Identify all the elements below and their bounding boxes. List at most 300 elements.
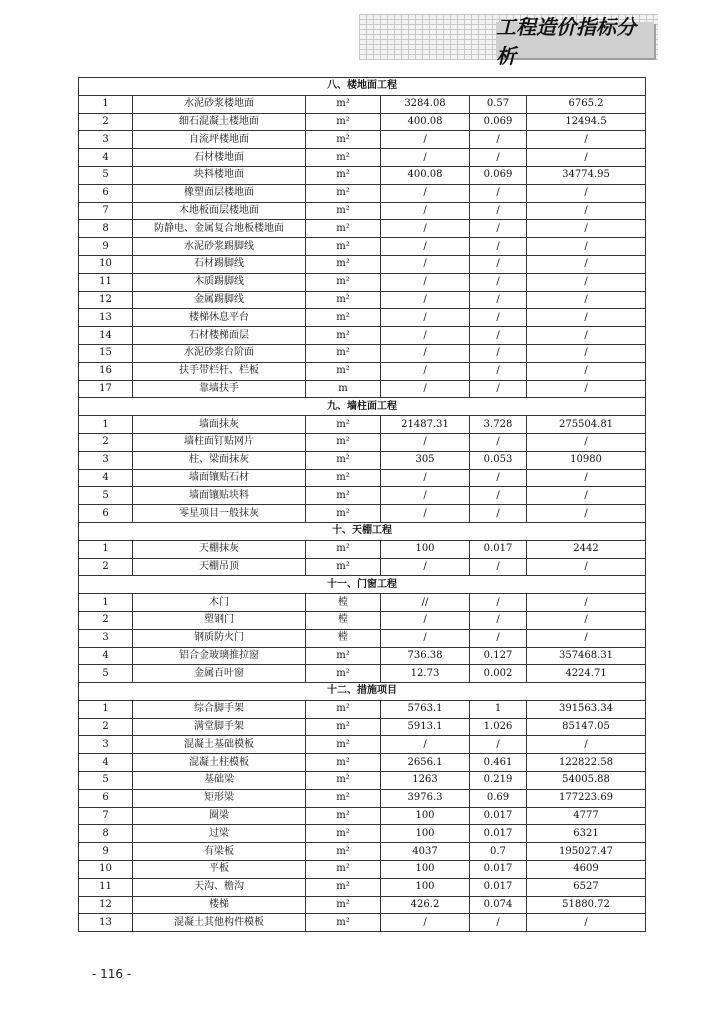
quantity-cell: /: [381, 611, 470, 629]
quantity-cell: /: [381, 255, 470, 273]
table-row: [79, 291, 646, 309]
amount-cell: /: [527, 594, 646, 612]
row-index-cell: 12: [79, 291, 133, 309]
row-index-cell: 6: [79, 789, 133, 807]
amount-cell: /: [527, 505, 646, 523]
unit-cell: 樘: [306, 629, 381, 647]
table-row: [79, 469, 646, 487]
amount-cell: 195027.47: [527, 843, 646, 861]
item-name-cell: 混凝土柱模板: [133, 754, 306, 772]
amount-cell: /: [527, 611, 646, 629]
row-index-cell: 7: [79, 807, 133, 825]
unit-cell: m²: [306, 149, 381, 167]
row-index-cell: 10: [79, 255, 133, 273]
quantity-cell: /: [381, 291, 470, 309]
section-header-row: [79, 576, 646, 594]
amount-cell: /: [527, 487, 646, 505]
amount-cell: /: [527, 291, 646, 309]
quantity-cell: /: [381, 558, 470, 576]
section-title: 十一、门窗工程: [79, 576, 646, 594]
unit-cell: m²: [306, 789, 381, 807]
quantity-cell: 100: [381, 861, 470, 879]
unit-cell: m²: [306, 807, 381, 825]
quantity-cell: 426.2: [381, 896, 470, 914]
quantity-cell: 100: [381, 825, 470, 843]
quantity-cell: /: [381, 202, 470, 220]
amount-cell: /: [527, 149, 646, 167]
amount-cell: 51880.72: [527, 896, 646, 914]
item-name-cell: 钢质防火门: [133, 629, 306, 647]
amount-cell: 6321: [527, 825, 646, 843]
amount-cell: 34774.95: [527, 166, 646, 184]
amount-cell: /: [527, 736, 646, 754]
amount-cell: 4224.71: [527, 665, 646, 683]
table-row: [79, 95, 646, 113]
unit-cell: m²: [306, 291, 381, 309]
table-row: [79, 202, 646, 220]
unit-cell: m²: [306, 878, 381, 896]
item-name-cell: 混凝土基础模板: [133, 736, 306, 754]
row-index-cell: 1: [79, 700, 133, 718]
quantity-cell: 1263: [381, 772, 470, 790]
row-index-cell: 8: [79, 220, 133, 238]
unit-cell: m²: [306, 362, 381, 380]
index-value-cell: /: [470, 611, 527, 629]
row-index-cell: 14: [79, 327, 133, 345]
quantity-cell: /: [381, 327, 470, 345]
row-index-cell: 4: [79, 647, 133, 665]
row-index-cell: 1: [79, 95, 133, 113]
unit-cell: m: [306, 380, 381, 398]
item-name-cell: 圈梁: [133, 807, 306, 825]
index-value-cell: /: [470, 594, 527, 612]
unit-cell: m²: [306, 647, 381, 665]
quantity-cell: 400.08: [381, 113, 470, 131]
row-index-cell: 6: [79, 184, 133, 202]
row-index-cell: 3: [79, 629, 133, 647]
item-name-cell: 水泥砂浆台阶面: [133, 344, 306, 362]
row-index-cell: 12: [79, 896, 133, 914]
amount-cell: /: [527, 184, 646, 202]
amount-cell: /: [527, 255, 646, 273]
row-index-cell: 4: [79, 149, 133, 167]
quantity-cell: /: [381, 131, 470, 149]
quantity-cell: 400.08: [381, 166, 470, 184]
index-value-cell: /: [470, 202, 527, 220]
index-value-cell: 0.017: [470, 861, 527, 879]
amount-cell: /: [527, 273, 646, 291]
row-index-cell: 2: [79, 433, 133, 451]
item-name-cell: 楼梯休息平台: [133, 309, 306, 327]
amount-cell: 391563.34: [527, 700, 646, 718]
row-index-cell: 2: [79, 113, 133, 131]
quantity-cell: /: [381, 469, 470, 487]
index-value-cell: /: [470, 238, 527, 256]
section-header-row: [79, 522, 646, 540]
row-index-cell: 16: [79, 362, 133, 380]
quantity-cell: 100: [381, 807, 470, 825]
row-index-cell: 13: [79, 309, 133, 327]
unit-cell: m²: [306, 736, 381, 754]
table-row: [79, 896, 646, 914]
table-row: [79, 914, 646, 932]
index-value-cell: 0.017: [470, 807, 527, 825]
index-value-cell: 3.728: [470, 416, 527, 434]
quantity-cell: /: [381, 309, 470, 327]
unit-cell: m²: [306, 825, 381, 843]
table-row: [79, 878, 646, 896]
item-name-cell: 靠墙扶手: [133, 380, 306, 398]
quantity-cell: /: [381, 736, 470, 754]
unit-cell: m²: [306, 202, 381, 220]
index-value-cell: 0.461: [470, 754, 527, 772]
quantity-cell: /: [381, 220, 470, 238]
page-header-title: 工程造价指标分析: [496, 22, 654, 58]
table-row: [79, 362, 646, 380]
unit-cell: m²: [306, 238, 381, 256]
quantity-cell: 736.38: [381, 647, 470, 665]
index-value-cell: 0.069: [470, 113, 527, 131]
amount-cell: 4609: [527, 861, 646, 879]
row-index-cell: 6: [79, 505, 133, 523]
index-value-cell: 0.002: [470, 665, 527, 683]
amount-cell: /: [527, 914, 646, 932]
unit-cell: m²: [306, 131, 381, 149]
index-value-cell: /: [470, 505, 527, 523]
quantity-cell: 21487.31: [381, 416, 470, 434]
table-row: [79, 273, 646, 291]
row-index-cell: 13: [79, 914, 133, 932]
table-row: [79, 540, 646, 558]
unit-cell: m²: [306, 273, 381, 291]
item-name-cell: 石材楼地面: [133, 149, 306, 167]
row-index-cell: 9: [79, 843, 133, 861]
row-index-cell: 10: [79, 861, 133, 879]
row-index-cell: 1: [79, 594, 133, 612]
index-value-cell: 0.074: [470, 896, 527, 914]
item-name-cell: 块料楼地面: [133, 166, 306, 184]
item-name-cell: 墙柱面钉贴网片: [133, 433, 306, 451]
table-row: [79, 149, 646, 167]
index-value-cell: 0.127: [470, 647, 527, 665]
item-name-cell: 石材踢脚线: [133, 255, 306, 273]
table-row: [79, 861, 646, 879]
quantity-cell: /: [381, 914, 470, 932]
amount-cell: /: [527, 362, 646, 380]
unit-cell: m²: [306, 433, 381, 451]
index-value-cell: 1: [470, 700, 527, 718]
amount-cell: /: [527, 309, 646, 327]
quantity-cell: /: [381, 184, 470, 202]
amount-cell: 2442: [527, 540, 646, 558]
index-value-cell: /: [470, 291, 527, 309]
amount-cell: /: [527, 220, 646, 238]
index-value-cell: 0.219: [470, 772, 527, 790]
unit-cell: m²: [306, 540, 381, 558]
unit-cell: m²: [306, 309, 381, 327]
index-value-cell: 0.7: [470, 843, 527, 861]
unit-cell: m²: [306, 914, 381, 932]
item-name-cell: 橡塑面层楼地面: [133, 184, 306, 202]
index-value-cell: 0.069: [470, 166, 527, 184]
section-title: 九、墙柱面工程: [79, 398, 646, 416]
table-row: [79, 505, 646, 523]
quantity-cell: /: [381, 487, 470, 505]
quantity-cell: //: [381, 594, 470, 612]
quantity-cell: 2656.1: [381, 754, 470, 772]
quantity-cell: /: [381, 380, 470, 398]
row-index-cell: 11: [79, 273, 133, 291]
table-row: [79, 113, 646, 131]
quantity-cell: /: [381, 149, 470, 167]
row-index-cell: 3: [79, 736, 133, 754]
item-name-cell: 混凝土其他构件模板: [133, 914, 306, 932]
row-index-cell: 5: [79, 665, 133, 683]
item-name-cell: 楼梯: [133, 896, 306, 914]
index-value-cell: /: [470, 380, 527, 398]
unit-cell: m²: [306, 843, 381, 861]
amount-cell: /: [527, 202, 646, 220]
row-index-cell: 7: [79, 202, 133, 220]
index-value-cell: 1.026: [470, 718, 527, 736]
item-name-cell: 自流坪楼地面: [133, 131, 306, 149]
table-row: [79, 451, 646, 469]
index-value-cell: /: [470, 914, 527, 932]
item-name-cell: 有梁板: [133, 843, 306, 861]
table-row: [79, 736, 646, 754]
table-row: [79, 558, 646, 576]
table-row: [79, 772, 646, 790]
item-name-cell: 木地板面层楼地面: [133, 202, 306, 220]
unit-cell: m²: [306, 487, 381, 505]
quantity-cell: /: [381, 238, 470, 256]
amount-cell: 357468.31: [527, 647, 646, 665]
table-row: [79, 184, 646, 202]
table-row: [79, 647, 646, 665]
unit-cell: m²: [306, 718, 381, 736]
index-value-cell: /: [470, 487, 527, 505]
quantity-cell: /: [381, 629, 470, 647]
cost-index-table: [78, 77, 646, 932]
unit-cell: m²: [306, 700, 381, 718]
amount-cell: 275504.81: [527, 416, 646, 434]
row-index-cell: 2: [79, 611, 133, 629]
row-index-cell: 3: [79, 131, 133, 149]
index-value-cell: /: [470, 327, 527, 345]
page-number: - 116 -: [92, 967, 132, 981]
index-value-cell: 0.69: [470, 789, 527, 807]
item-name-cell: 天棚吊顶: [133, 558, 306, 576]
quantity-cell: 12.73: [381, 665, 470, 683]
item-name-cell: 墙面镶贴块料: [133, 487, 306, 505]
table-row: [79, 433, 646, 451]
table-row: [79, 611, 646, 629]
amount-cell: 6765.2: [527, 95, 646, 113]
table-row: [79, 629, 646, 647]
index-value-cell: /: [470, 149, 527, 167]
section-title: 十、天棚工程: [79, 522, 646, 540]
row-index-cell: 4: [79, 754, 133, 772]
item-name-cell: 零星项目一般抹灰: [133, 505, 306, 523]
unit-cell: m²: [306, 220, 381, 238]
row-index-cell: 2: [79, 718, 133, 736]
row-index-cell: 5: [79, 166, 133, 184]
index-value-cell: 0.017: [470, 825, 527, 843]
amount-cell: /: [527, 238, 646, 256]
table-row: [79, 255, 646, 273]
item-name-cell: 平板: [133, 861, 306, 879]
amount-cell: /: [527, 344, 646, 362]
unit-cell: 樘: [306, 594, 381, 612]
item-name-cell: 满堂脚手架: [133, 718, 306, 736]
item-name-cell: 扶手带栏杆、栏板: [133, 362, 306, 380]
table-row: [79, 700, 646, 718]
table-row: [79, 416, 646, 434]
index-value-cell: /: [470, 629, 527, 647]
item-name-cell: 金属踢脚线: [133, 291, 306, 309]
quantity-cell: /: [381, 273, 470, 291]
index-value-cell: /: [470, 220, 527, 238]
amount-cell: /: [527, 131, 646, 149]
item-name-cell: 水泥砂浆楼地面: [133, 95, 306, 113]
item-name-cell: 过梁: [133, 825, 306, 843]
index-value-cell: 0.053: [470, 451, 527, 469]
row-index-cell: 15: [79, 344, 133, 362]
section-header-row: [79, 78, 646, 96]
index-value-cell: /: [470, 558, 527, 576]
item-name-cell: 铝合金玻璃推拉窗: [133, 647, 306, 665]
item-name-cell: 金属百叶窗: [133, 665, 306, 683]
index-value-cell: 0.57: [470, 95, 527, 113]
index-value-cell: /: [470, 273, 527, 291]
section-title: 八、楼地面工程: [79, 78, 646, 96]
amount-cell: /: [527, 469, 646, 487]
item-name-cell: 墙面镶贴石材: [133, 469, 306, 487]
item-name-cell: 细石混凝土楼地面: [133, 113, 306, 131]
table-row: [79, 594, 646, 612]
unit-cell: m²: [306, 772, 381, 790]
index-value-cell: /: [470, 362, 527, 380]
amount-cell: /: [527, 433, 646, 451]
section-header-row: [79, 398, 646, 416]
row-index-cell: 4: [79, 469, 133, 487]
unit-cell: m²: [306, 896, 381, 914]
table-row: [79, 843, 646, 861]
quantity-cell: 3284.08: [381, 95, 470, 113]
item-name-cell: 墙面抹灰: [133, 416, 306, 434]
amount-cell: /: [527, 380, 646, 398]
table-row: [79, 380, 646, 398]
table-row: [79, 238, 646, 256]
index-value-cell: /: [470, 184, 527, 202]
quantity-cell: /: [381, 362, 470, 380]
unit-cell: m²: [306, 95, 381, 113]
index-value-cell: /: [470, 433, 527, 451]
item-name-cell: 水泥砂浆踢脚线: [133, 238, 306, 256]
index-value-cell: /: [470, 131, 527, 149]
table-row: [79, 344, 646, 362]
unit-cell: m²: [306, 861, 381, 879]
amount-cell: 12494.5: [527, 113, 646, 131]
quantity-cell: 100: [381, 540, 470, 558]
table-row: [79, 166, 646, 184]
unit-cell: m²: [306, 451, 381, 469]
unit-cell: m²: [306, 327, 381, 345]
amount-cell: /: [527, 327, 646, 345]
unit-cell: m²: [306, 558, 381, 576]
unit-cell: m²: [306, 255, 381, 273]
unit-cell: m²: [306, 166, 381, 184]
table-row: [79, 220, 646, 238]
amount-cell: /: [527, 629, 646, 647]
section-title: 十二、措施项目: [79, 683, 646, 701]
unit-cell: 樘: [306, 611, 381, 629]
unit-cell: m²: [306, 344, 381, 362]
quantity-cell: 305: [381, 451, 470, 469]
index-value-cell: /: [470, 469, 527, 487]
item-name-cell: 塑钢门: [133, 611, 306, 629]
unit-cell: m²: [306, 665, 381, 683]
table-row: [79, 309, 646, 327]
table-row: [79, 665, 646, 683]
row-index-cell: 9: [79, 238, 133, 256]
table-row: [79, 825, 646, 843]
table-row: [79, 131, 646, 149]
amount-cell: 4777: [527, 807, 646, 825]
row-index-cell: 5: [79, 487, 133, 505]
item-name-cell: 石材楼梯面层: [133, 327, 306, 345]
section-header-row: [79, 683, 646, 701]
quantity-cell: /: [381, 505, 470, 523]
table-row: [79, 789, 646, 807]
index-value-cell: /: [470, 309, 527, 327]
item-name-cell: 综合脚手架: [133, 700, 306, 718]
index-value-cell: 0.017: [470, 540, 527, 558]
amount-cell: 177223.69: [527, 789, 646, 807]
row-index-cell: 11: [79, 878, 133, 896]
quantity-cell: /: [381, 433, 470, 451]
index-value-cell: /: [470, 344, 527, 362]
index-value-cell: 0.017: [470, 878, 527, 896]
unit-cell: m²: [306, 469, 381, 487]
table-row: [79, 327, 646, 345]
item-name-cell: 木质踢脚线: [133, 273, 306, 291]
unit-cell: m²: [306, 113, 381, 131]
quantity-cell: 3976.3: [381, 789, 470, 807]
unit-cell: m²: [306, 184, 381, 202]
unit-cell: m²: [306, 416, 381, 434]
quantity-cell: 5763.1: [381, 700, 470, 718]
item-name-cell: 基础梁: [133, 772, 306, 790]
table-body: [79, 78, 646, 932]
amount-cell: 10980: [527, 451, 646, 469]
index-value-cell: /: [470, 736, 527, 754]
table-row: [79, 754, 646, 772]
item-name-cell: 天棚抹灰: [133, 540, 306, 558]
amount-cell: 85147.05: [527, 718, 646, 736]
amount-cell: /: [527, 558, 646, 576]
row-index-cell: 3: [79, 451, 133, 469]
amount-cell: 6527: [527, 878, 646, 896]
row-index-cell: 1: [79, 540, 133, 558]
quantity-cell: 100: [381, 878, 470, 896]
table-row: [79, 718, 646, 736]
row-index-cell: 5: [79, 772, 133, 790]
item-name-cell: 柱、梁面抹灰: [133, 451, 306, 469]
table-row: [79, 807, 646, 825]
quantity-cell: 4037: [381, 843, 470, 861]
quantity-cell: /: [381, 344, 470, 362]
